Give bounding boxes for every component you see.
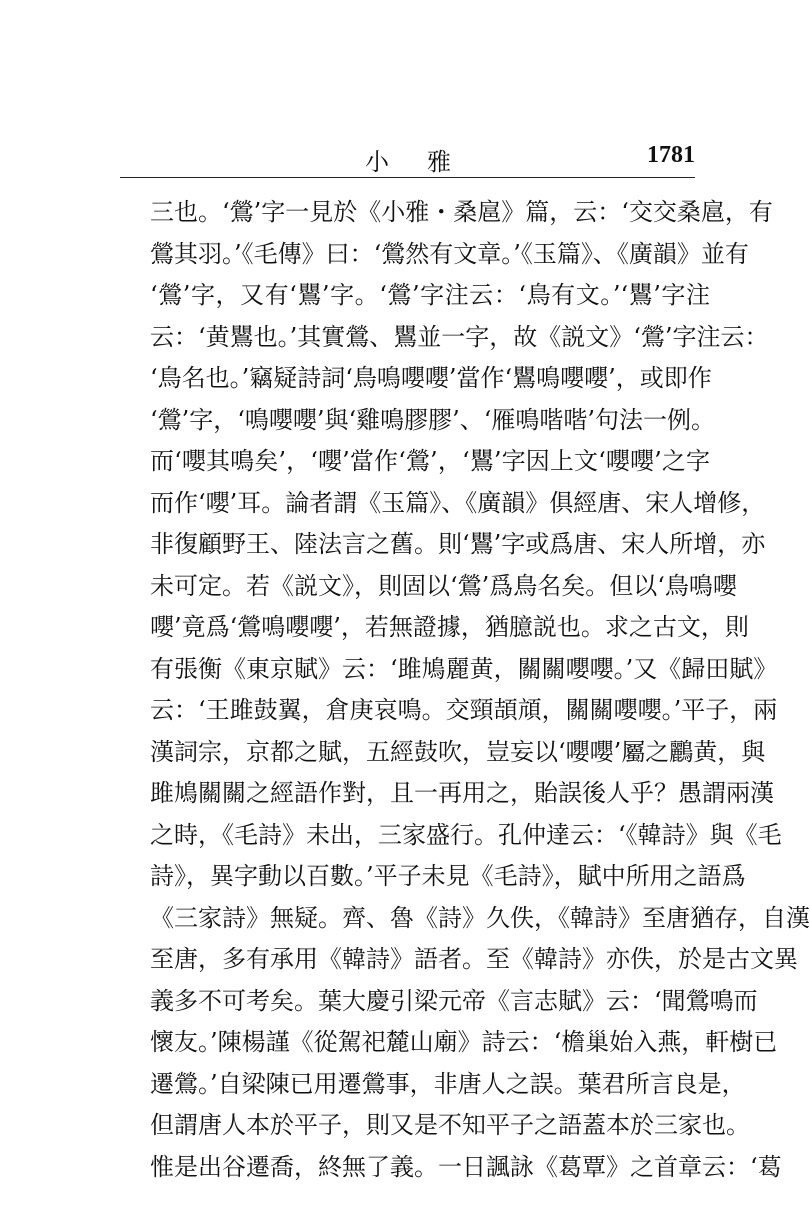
header-rule xyxy=(120,177,695,178)
text-line: 雎鳩關關之經語作對，且一再用之，貽誤後人乎？愚謂兩漢 xyxy=(150,779,774,807)
text-line: 詩》，異字動以百數。’平子未見《毛詩》，賦中所用之語爲 xyxy=(150,862,746,890)
text-line: 鶯其羽。’《毛傳》曰：‘鶯然有文章。’《玉篇》、《廣韻》並有 xyxy=(150,239,749,268)
text-line: 嚶’竟爲‘鶯鳴嚶嚶’，若無證據，猶臆説也。求之古文，則 xyxy=(150,613,749,641)
text-line: 遷鶯。’自梁陳已用遷鶯事，非唐人之誤。葉君所言良是， xyxy=(150,1069,746,1098)
text-line: 之時，《毛詩》未出，三家盛行。孔仲達云：‘《韓詩》與《毛 xyxy=(150,820,782,849)
text-line: ‘鳥名也。’竊疑詩詞‘鳥鳴嚶嚶’當作‘鸎鳴嚶嚶’，或即作 xyxy=(150,364,712,392)
text-line: 非復顧野王、陸法言之舊。則‘鸎’字或爲唐、宋人所增，亦 xyxy=(150,530,766,558)
text-line: ‘鶯’字，‘鳴嚶嚶’與‘雞鳴膠膠’、‘雁鳴喈喈’句法一例。 xyxy=(150,405,716,434)
text-line: 而作‘嚶’耳。論者謂《玉篇》、《廣韻》俱經唐、宋人增修， xyxy=(150,488,766,517)
text-line: 三也。‘鶯’字一見於《小雅・桑扈》篇，云：‘交交桑扈，有 xyxy=(150,198,773,226)
text-line: 義多不可考矣。葉大慶引梁元帝《言志賦》云：‘聞鶯鳴而 xyxy=(150,986,758,1015)
text-line: 《三家詩》無疑。齊、魯《詩》久佚，《韓詩》至唐猶存，自漢 xyxy=(150,903,810,932)
text-line: 云：‘黄鸎也。’其實鶯、鸎並一字，故《説文》‘鶯’字注云： xyxy=(150,322,769,351)
text-line: 漢詞宗，京都之賦，五經鼓吹，豈妄以‘嚶嚶’屬之鸝黄，與 xyxy=(150,737,766,766)
text-line: 未可定。若《説文》，則固以‘鶯’爲鳥名矣。但以‘鳥鳴嚶 xyxy=(150,571,737,600)
page-header xyxy=(120,138,695,178)
running-title: 小雅 xyxy=(365,148,489,176)
text-line: ‘鶯’字，又有‘鸎’字。‘鶯’字注云：‘鳥有文。’‘鸎’字注 xyxy=(150,281,710,309)
text-line: 懷友。’陳楊謹《從駕祀麓山廟》詩云：‘檐巢始入燕，軒樹已 xyxy=(150,1028,778,1056)
text-line: 惟是出谷遷喬，終無了義。一日諷詠《葛覃》之首章云：‘葛 xyxy=(150,1152,782,1181)
text-line: 有張衡《東京賦》云：‘雎鳩麗黄，關關嚶嚶。’又《歸田賦》 xyxy=(150,654,778,683)
text-line: 而‘嚶其鳴矣’，‘嚶’當作‘鶯’，‘鸎’字因上文‘嚶嚶’之字 xyxy=(150,447,710,475)
body-text xyxy=(150,192,810,1188)
text-line: 至唐，多有承用《韓詩》語者。至《韓詩》亦佚，於是古文異 xyxy=(150,945,798,973)
text-line: 云：‘王雎鼓翼，倉庚哀鳴。交頸頡頏，關關嚶嚶。’平子，兩 xyxy=(150,696,778,724)
page-number: 1781 xyxy=(647,142,695,168)
text-line: 但謂唐人本於平子，則又是不知平子之語蓋本於三家也。 xyxy=(150,1111,750,1139)
